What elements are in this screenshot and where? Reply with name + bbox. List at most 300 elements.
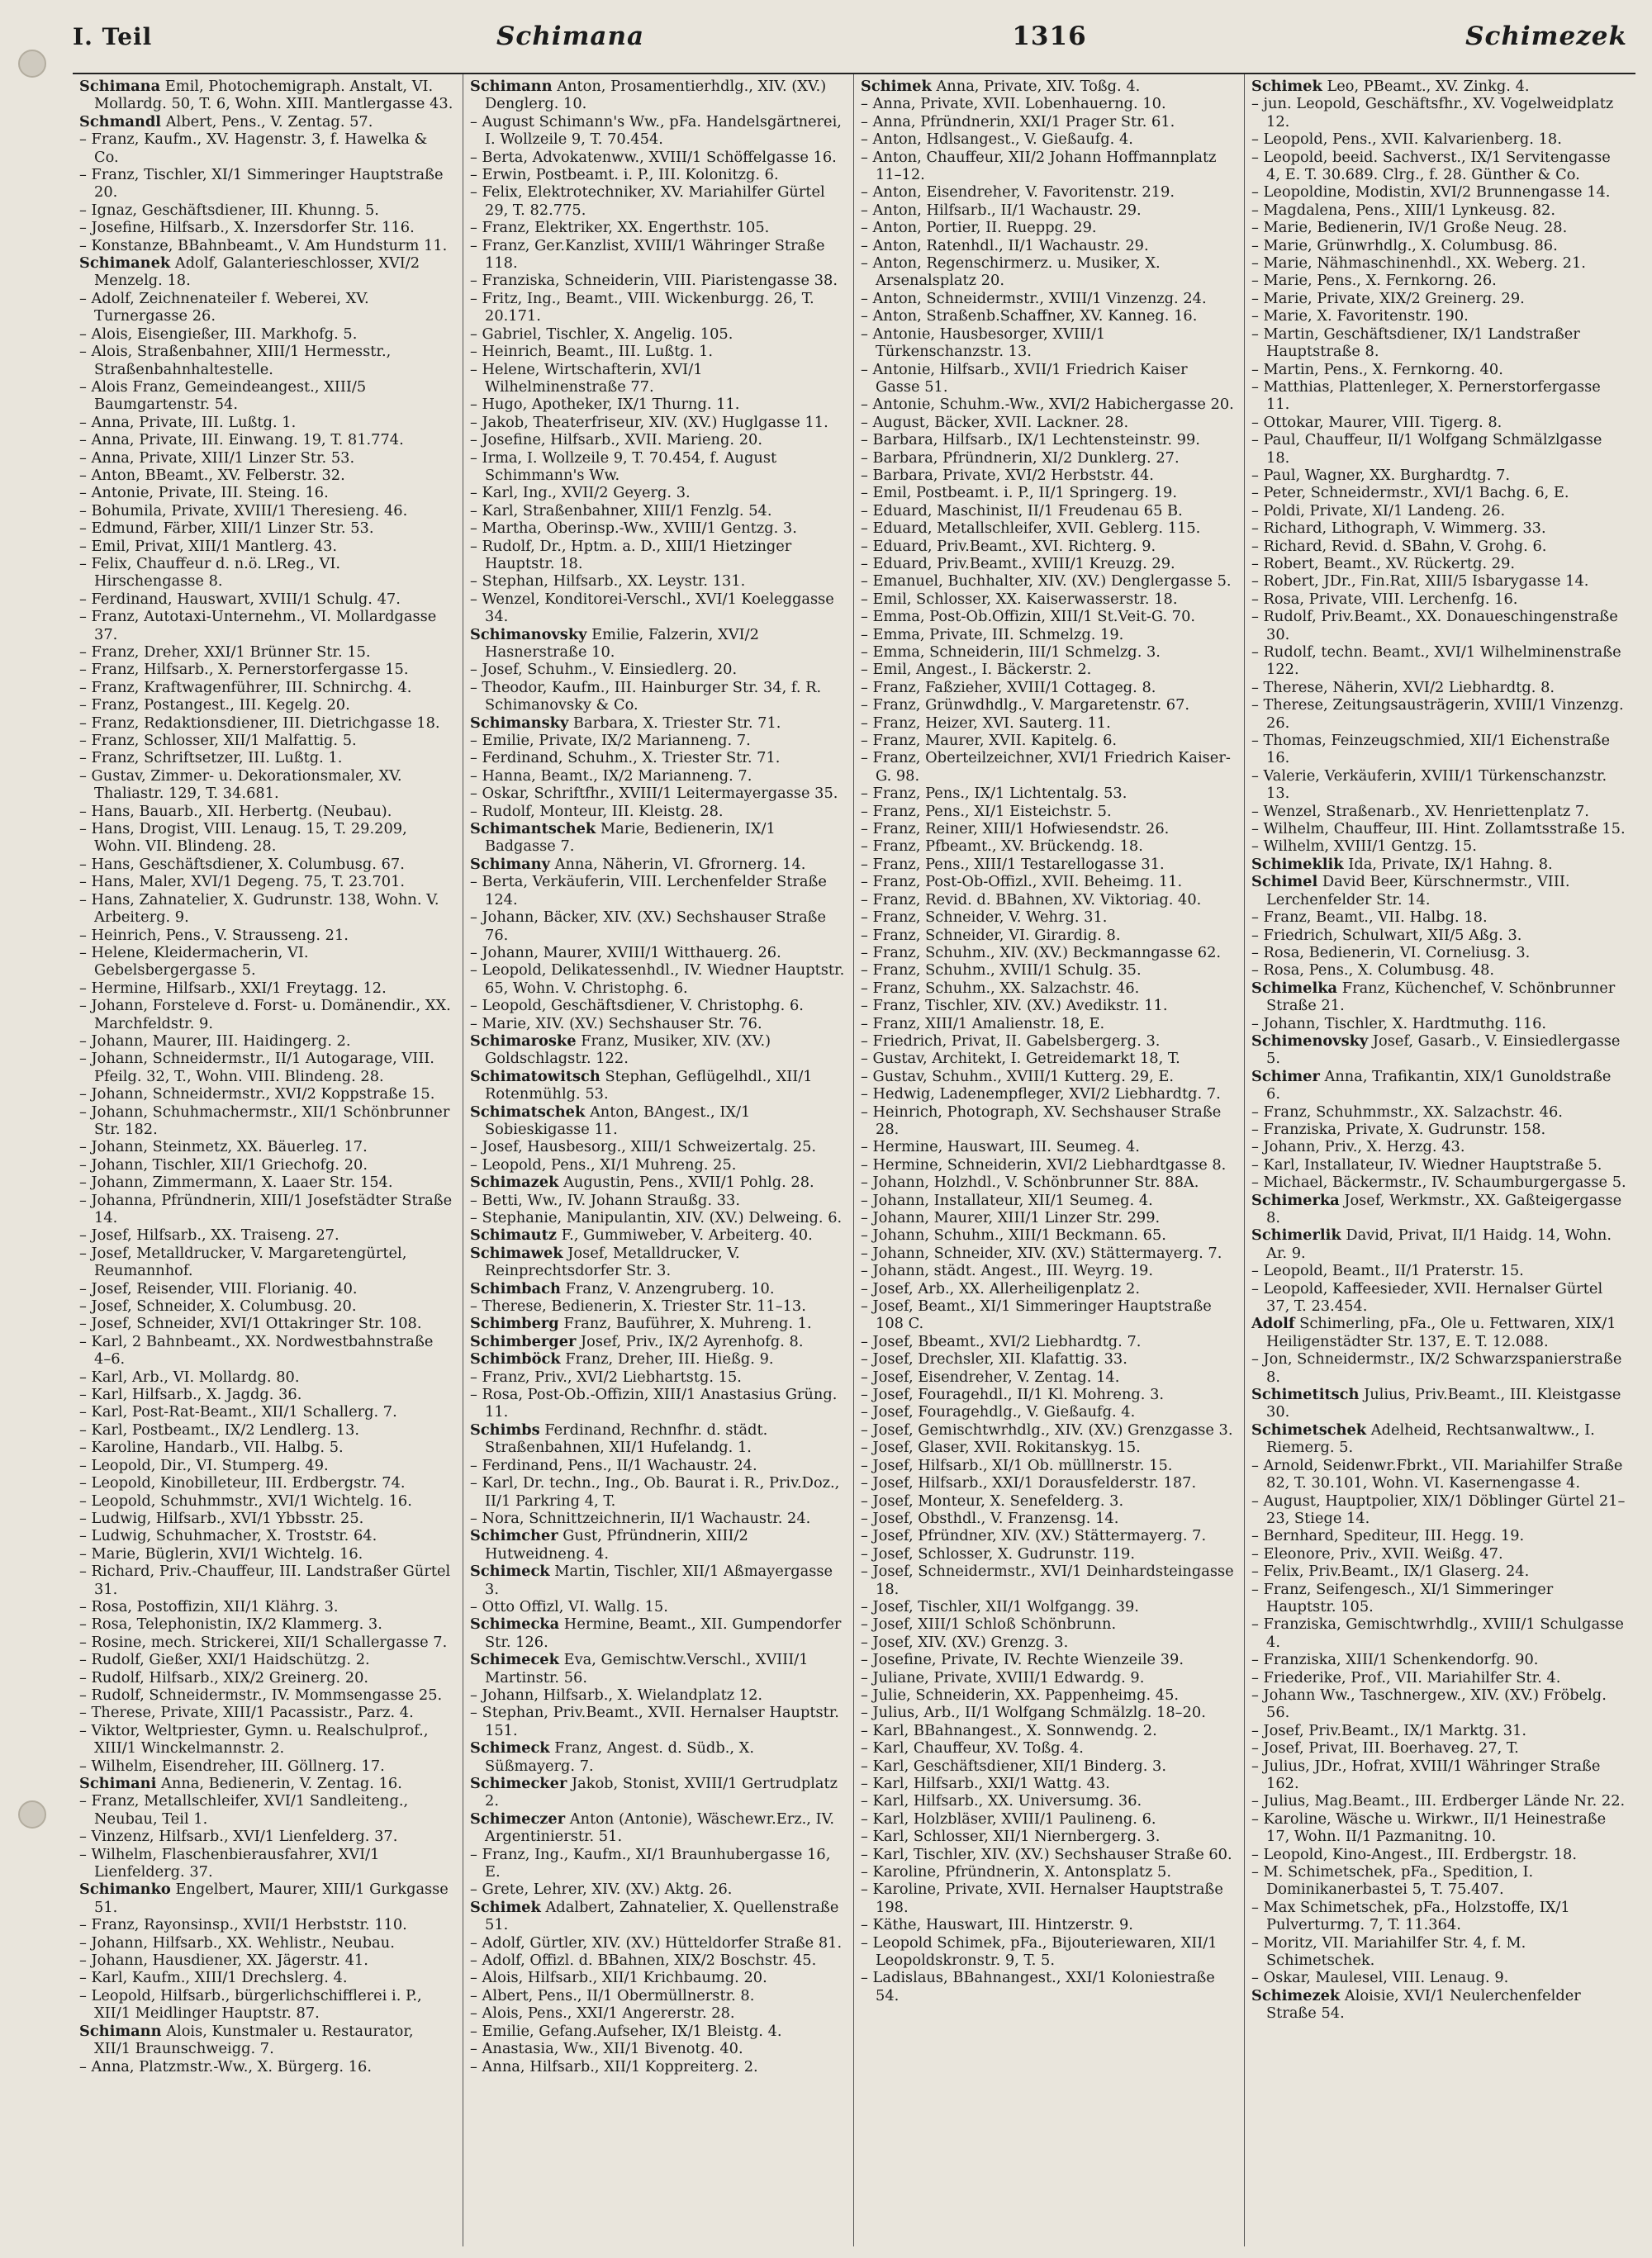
directory-entry: – Franz, XIII/1 Amalienstr. 18, E. bbox=[861, 1014, 1105, 1032]
directory-entry: Schimann Anton, Prosamentierhdlg., XIV. (XV.) Denglerg. 10. bbox=[470, 78, 827, 113]
directory-entry: – Anna, Private, III. Lußtg. 1. bbox=[79, 413, 297, 431]
directory-entry: – Berta, Verkäuferin, VIII. Lerchenfelder Straße 124. bbox=[470, 873, 827, 908]
directory-entry: – Karoline, Private, XVII. Hernalser Hauptstraße 198. bbox=[861, 1881, 1223, 1916]
directory-entry: – Johann, städt. Angest., III. Weyrg. 19. bbox=[861, 1262, 1154, 1280]
directory-entry: – Anna, Hilfsarb., XII/1 Koppreiterg. 2. bbox=[470, 2057, 758, 2075]
directory-entry: – Johann, Tischler, XII/1 Griechofg. 20. bbox=[79, 1155, 368, 1174]
directory-entry: Schimantschek Marie, Bedienerin, IX/1 Badgasse 7. bbox=[470, 820, 776, 856]
directory-entry: Schimetschek Adelheid, Rechtsanwaltww., I. Riemerg. 5. bbox=[1251, 1421, 1595, 1457]
directory-entry: – Franz, Tischler, XI/1 Simmeringer Hauptstraße 20. bbox=[79, 166, 444, 202]
directory-entry: – Wenzel, Straßenarb., XV. Henriettenplatz 7. bbox=[1251, 802, 1589, 820]
directory-entry: – Barbara, Hilfsarb., IX/1 Lechtensteinstr. 99. bbox=[861, 431, 1200, 449]
directory-entry: – Franz, Schuhm., XIV. (XV.) Beckmanngasse 62. bbox=[861, 943, 1222, 961]
directory-entry: – Franz, Hilfsarb., X. Pernerstorfergasse 15. bbox=[79, 661, 409, 679]
binder-hole bbox=[18, 1800, 46, 1829]
directory-entry: – Johann, Schuhm., XIII/1 Beckmann. 65. bbox=[861, 1226, 1166, 1245]
directory-entry: Schmandl Albert, Pens., V. Zentag. 57. bbox=[79, 112, 373, 130]
directory-entry: Schimanovsky Emilie, Falzerin, XVI/2 Hasnerstraße 10. bbox=[470, 625, 759, 661]
directory-entry: – Gustav, Architekt, I. Getreidemarkt 18, T. bbox=[861, 1050, 1180, 1068]
directory-entry: – Gabriel, Tischler, X. Angelig. 105. bbox=[470, 325, 733, 343]
page-header bbox=[73, 21, 1635, 74]
directory-entry: – Julius, JDr., Hofrat, XVIII/1 Währinger Straße 162. bbox=[1251, 1757, 1601, 1792]
directory-entry: – Eduard, Priv.Beamt., XVIII/1 Kreuzg. 29. bbox=[861, 554, 1175, 572]
directory-entry: – Franz, Maurer, XVII. Kapitelg. 6. bbox=[861, 732, 1118, 750]
directory-entry: – Wilhelm, XVIII/1 Gentzg. 15. bbox=[1251, 837, 1477, 856]
directory-entry: – Barbara, Private, XVI/2 Herbststr. 44. bbox=[861, 466, 1154, 484]
directory-entry: – Franz, Rayonsinsp., XVII/1 Herbststr. 110. bbox=[79, 1916, 407, 1934]
directory-entry: – Rosa, Bedienerin, VI. Corneliusg. 3. bbox=[1251, 943, 1531, 961]
running-head-left: Schimana bbox=[496, 21, 645, 51]
directory-entry: – Johann Ww., Taschnergew., XIV. (XV.) Fröbelg. 56. bbox=[1251, 1686, 1607, 1722]
directory-entry: – Rosine, mech. Strickerei, XII/1 Schallergasse 7. bbox=[79, 1633, 448, 1651]
directory-entry: – Karl, Kaufm., XIII/1 Drechslerg. 4. bbox=[79, 1969, 348, 1987]
directory-entry: – Franz, Beamt., VII. Halbg. 18. bbox=[1251, 908, 1488, 927]
directory-entry: Schimcher Gust, Pfründnerin, XIII/2 Hutweidneng. 4. bbox=[470, 1527, 748, 1563]
directory-entry: – Hans, Drogist, VIII. Lenaug. 15, T. 29.209, Wohn. VII. Blindeng. 28. bbox=[79, 820, 407, 856]
directory-entry: – Franz, Ger.Kanzlist, XVIII/1 Währinger Straße 118. bbox=[470, 236, 825, 273]
directory-entry: – Johann, Schneidermstr., II/1 Autogarage, VIII. Pfeilg. 32, T., Wohn. VIII. Blindeng. 28. bbox=[79, 1050, 434, 1085]
directory-entry: – Josef, Reisender, VIII. Florianig. 40. bbox=[79, 1279, 358, 1297]
directory-entry: – Martin, Pens., X. Fernkorng. 40. bbox=[1251, 360, 1503, 378]
directory-entry: – Adolf, Zeichnenateiler f. Weberei, XV. Turnergasse 26. bbox=[79, 289, 369, 325]
directory-entry: – Karl, 2 Bahnbeamt., XX. Nordwestbahnstraße 4–6. bbox=[79, 1332, 434, 1369]
directory-entry: – Jakob, Theaterfriseur, XIV. (XV.) Huglgasse 11. bbox=[470, 413, 828, 431]
directory-entry: – Gustav, Schuhm., XVIII/1 Kutterg. 29, E. bbox=[861, 1067, 1175, 1085]
directory-entry: – Eduard, Metallschleifer, XVII. Geblerg. 115. bbox=[861, 519, 1201, 538]
directory-entry: – Franz, Schlosser, XII/1 Malfattig. 5. bbox=[79, 732, 357, 750]
directory-entry: – Karl, Hilfsarb., XX. Universumg. 36. bbox=[861, 1792, 1142, 1810]
directory-entry: – Johann, Hilfsarb., XX. Wehlistr., Neubau. bbox=[79, 1933, 395, 1952]
directory-entry: – Franz, Priv., XVI/2 Liebhartstg. 15. bbox=[470, 1368, 742, 1386]
directory-entry: – Antonie, Private, III. Steing. 16. bbox=[79, 484, 329, 502]
directory-entry: Schimaroske Franz, Musiker, XIV. (XV.) Goldschlagstr. 122. bbox=[470, 1032, 771, 1068]
directory-entry: – Leopoldine, Modistin, XVI/2 Brunnengasse 14. bbox=[1251, 183, 1611, 202]
directory-entry: – Josef, Bbeamt., XVI/2 Liebhardtg. 7. bbox=[861, 1332, 1142, 1350]
directory-entry: – Karl, Straßenbahner, XIII/1 Fenzlg. 54. bbox=[470, 501, 772, 519]
directory-entry: – Marie, Private, XIX/2 Greinerg. 29. bbox=[1251, 289, 1525, 307]
directory-entry: – Anastasia, Ww., XII/1 Bivenotg. 40. bbox=[470, 2040, 743, 2058]
directory-entry: – Rosa, Pens., X. Columbusg. 48. bbox=[1251, 961, 1495, 980]
directory-entry: – Leopold, Pens., XVII. Kalvarienberg. 18. bbox=[1251, 130, 1562, 149]
directory-entry: – Michael, Bäckermstr., IV. Schaumburgergasse 5. bbox=[1251, 1174, 1626, 1192]
directory-entry: – Karoline, Pfründnerin, X. Antonsplatz 5. bbox=[861, 1863, 1172, 1881]
directory-entry: – Alois, Hilfsarb., XII/1 Krichbaumg. 20. bbox=[470, 1969, 767, 1987]
directory-entry: – Anton, Portier, II. Rueppg. 29. bbox=[861, 219, 1097, 237]
directory-entry: – Josef, Drechsler, XII. Klafattig. 33. bbox=[861, 1350, 1127, 1369]
directory-entry: – Josef, Schlosser, X. Gudrunstr. 119. bbox=[861, 1544, 1135, 1563]
directory-entry: – Rosa, Postoffizin, XII/1 Klährg. 3. bbox=[79, 1597, 339, 1615]
directory-entry: – Grete, Lehrer, XIV. (XV.) Aktg. 26. bbox=[470, 1881, 733, 1899]
directory-entry: – Franz, Tischler, XIV. (XV.) Avedikstr. 11. bbox=[861, 997, 1168, 1015]
directory-entry: – Irma, I. Wollzeile 9, T. 70.454, f. August Schimmann's Ww. bbox=[470, 448, 777, 484]
directory-entry: Schimek Leo, PBeamt., XV. Zinkg. 4. bbox=[1251, 78, 1530, 95]
directory-entry: – Emma, Schneiderin, III/1 Schmelzg. 3. bbox=[861, 643, 1161, 661]
directory-entry: – Emilie, Gefang.Aufseher, IX/1 Bleistg. 4. bbox=[470, 2022, 782, 2040]
directory-entry: – Friedrich, Privat, II. Gabelsbergerg. 3. bbox=[861, 1032, 1161, 1050]
directory-entry: – Franz, Schriftsetzer, III. Lußtg. 1. bbox=[79, 749, 343, 767]
directory-entry: – Adolf, Offizl. d. BBahnen, XIX/2 Boschstr. 45. bbox=[470, 1952, 817, 1970]
directory-entry: – Wilhelm, Eisendreher, III. Göllnerg. 17. bbox=[79, 1757, 385, 1775]
directory-entry: – Martin, Geschäftsdiener, IX/1 Landstraßer Hauptstraße 8. bbox=[1251, 325, 1580, 361]
directory-entry: – Leopold, Hilfsarb., bürgerlichschifflerei i. P., XII/1 Meidlinger Hauptstr. 87. bbox=[79, 1986, 422, 2023]
directory-entry: – Alois, Pens., XXI/1 Angererstr. 28. bbox=[470, 2004, 735, 2023]
directory-entry: Schimbs Ferdinand, Rechnfhr. d. städt. Straßenbahnen, XII/1 Hufelandg. 1. bbox=[470, 1421, 768, 1457]
directory-entry: – Matthias, Plattenleger, X. Pernerstorfergasse 11. bbox=[1251, 377, 1601, 414]
directory-columns bbox=[73, 74, 1635, 2246]
directory-entry: – Karl, Postbeamt., IX/2 Lendlerg. 13. bbox=[79, 1421, 360, 1439]
directory-entry: – Wilhelm, Flaschenbierausfahrer, XVI/1 Lienfelderg. 37. bbox=[79, 1845, 380, 1881]
directory-entry: – Stephan, Priv.Beamt., XVII. Hernalser Hauptstr. 151. bbox=[470, 1704, 839, 1739]
directory-entry: – Heinrich, Photograph, XV. Sechshauser Straße 28. bbox=[861, 1103, 1222, 1138]
directory-entry: – Heinrich, Beamt., III. Lußtg. 1. bbox=[470, 343, 714, 361]
directory-entry: – Thomas, Feinzeugschmied, XII/1 Eichenstraße 16. bbox=[1251, 732, 1610, 767]
directory-entry: – August, Hauptpolier, XIX/1 Döblinger Gürtel 21–23, Stiege 14. bbox=[1251, 1492, 1626, 1527]
directory-entry: – Josef, Monteur, X. Senefelderg. 3. bbox=[861, 1492, 1124, 1510]
directory-entry: – Stephan, Hilfsarb., XX. Leystr. 131. bbox=[470, 572, 746, 591]
directory-entry: – Karl, Chauffeur, XV. Toßg. 4. bbox=[861, 1739, 1084, 1758]
directory-entry: – Hans, Maler, XVI/1 Degeng. 75, T. 23.701. bbox=[79, 873, 406, 891]
directory-entry: Schimeczer Anton (Antonie), Wäschewr.Erz., IV. Argentinierstr. 51. bbox=[470, 1810, 834, 1846]
directory-entry: – Anna, Private, XVII. Lobenhauerng. 10. bbox=[861, 95, 1166, 113]
directory-entry: – Josef, Beamt., XI/1 Simmeringer Hauptstraße 108 C. bbox=[861, 1297, 1212, 1333]
directory-entry: Schimautz F., Gummiweber, V. Arbeiterg. 40. bbox=[470, 1226, 813, 1245]
directory-entry: – Josef, Fouragehdlg., V. Gießaufg. 4. bbox=[861, 1403, 1136, 1421]
directory-entry: – Franz, Heizer, XVI. Sauterg. 11. bbox=[861, 714, 1111, 732]
directory-entry: – Josefine, Hilfsarb., X. Inzersdorfer Str. 116. bbox=[79, 219, 415, 237]
directory-entry: – Emilie, Private, IX/2 Marianneng. 7. bbox=[470, 732, 751, 750]
directory-entry: – Alois Franz, Gemeindeangest., XIII/5 Baumgartenstr. 54. bbox=[79, 377, 367, 414]
directory-entry: – Karl, Holzbläser, XVIII/1 Paulineng. 6. bbox=[861, 1810, 1156, 1828]
directory-entry: – Oskar, Schriftfhr., XVIII/1 Leitermayergasse 35. bbox=[470, 785, 838, 803]
directory-entry: – Johann, Forsteleve d. Forst- u. Domänendir., XX. Marchfeldstr. 9. bbox=[79, 997, 451, 1032]
directory-entry: – Josef, Schneider, X. Columbusg. 20. bbox=[79, 1297, 357, 1316]
directory-entry: – Marie, X. Favoritenstr. 190. bbox=[1251, 307, 1469, 325]
directory-entry: – Franz, Pens., XI/1 Eisteichstr. 5. bbox=[861, 802, 1112, 820]
directory-entry: Schimelka Franz, Küchenchef, V. Schönbrunner Straße 21. bbox=[1251, 979, 1616, 1015]
directory-entry: – Emil, Angest., I. Bäckerstr. 2. bbox=[861, 661, 1092, 679]
directory-entry: – Marie, Bedienerin, IV/1 Große Neug. 28. bbox=[1251, 219, 1568, 237]
directory-entry: – Franz, Postangest., III. Kegelg. 20. bbox=[79, 696, 350, 714]
directory-entry: Schimecek Eva, Gemischtw.Verschl., XVIII/1 Martinstr. 56. bbox=[470, 1651, 809, 1686]
directory-entry: Schimeck Martin, Tischler, XII/1 Aßmayergasse 3. bbox=[470, 1563, 833, 1598]
directory-entry: – Leopold, Kaffeesieder, XVII. Hernalser Gürtel 37, T. 23.454. bbox=[1251, 1279, 1603, 1316]
directory-entry: – Therese, Näherin, XVI/2 Liebhardtg. 8. bbox=[1251, 678, 1555, 696]
directory-entry: – Leopold, Beamt., II/1 Praterstr. 15. bbox=[1251, 1262, 1524, 1280]
directory-entry: Schimana Emil, Photochemigraph. Anstalt, VI. Mollardg. 50, T. 6, Wohn. XIII. Mantlergasse 43. bbox=[79, 78, 453, 113]
directory-entry: – Emil, Schlosser, XX. Kaiserwasserstr. 18. bbox=[861, 590, 1178, 608]
directory-entry: – Johann, Schneider, XIV. (XV.) Stättermayerg. 7. bbox=[861, 1244, 1222, 1262]
directory-entry: – Franz, Reiner, XIII/1 Hofwiesendstr. 26. bbox=[861, 820, 1170, 838]
directory-entry: – Karl, Geschäftsdiener, XII/1 Binderg. 3. bbox=[861, 1757, 1166, 1775]
directory-entry: – Anton, Ratenhdl., II/1 Wachaustr. 29. bbox=[861, 236, 1149, 254]
directory-entry: – Wilhelm, Chauffeur, III. Hint. Zollamtsstraße 15. bbox=[1251, 820, 1626, 838]
directory-entry: – Barbara, Pfründnerin, XI/2 Dunklerg. 27. bbox=[861, 448, 1180, 467]
directory-entry: – Ferdinand, Schuhm., X. Triester Str. 71. bbox=[470, 749, 781, 767]
directory-entry: – Josef, XIII/1 Schloß Schönbrunn. bbox=[861, 1615, 1117, 1634]
directory-entry: – Josef, Pfründner, XIV. (XV.) Stättermayerg. 7. bbox=[861, 1527, 1207, 1545]
directory-entry: – Josef, Glaser, XVII. Rokitanskyg. 15. bbox=[861, 1439, 1141, 1457]
directory-entry: – Moritz, VII. Mariahilfer Str. 4, f. M. Schimetschek. bbox=[1251, 1933, 1526, 1970]
directory-entry: – Martha, Oberinsp.-Ww., XVIII/1 Gentzg. 3. bbox=[470, 519, 797, 538]
directory-entry: – Franziska, XIII/1 Schenkendorfg. 90. bbox=[1251, 1651, 1539, 1669]
directory-entry: – Valerie, Verkäuferin, XVIII/1 Türkenschanzstr. 13. bbox=[1251, 766, 1607, 803]
directory-entry: – Hugo, Apotheker, IX/1 Thurng. 11. bbox=[470, 396, 740, 414]
directory-entry: Schimek Adalbert, Zahnatelier, X. Quellenstraße 51. bbox=[470, 1898, 839, 1934]
directory-entry: – Julius, Mag.Beamt., III. Erdberger Lände Nr. 22. bbox=[1251, 1792, 1626, 1810]
directory-entry: – Josef, Schneider, XVI/1 Ottakringer Str. 108. bbox=[79, 1315, 422, 1333]
directory-entry: – Karl, BBahnangest., X. Sonnwendg. 2. bbox=[861, 1721, 1157, 1739]
directory-entry: – Paul, Wagner, XX. Burghardtg. 7. bbox=[1251, 466, 1511, 484]
directory-entry: Schimberg Franz, Bauführer, X. Muhreng. 1. bbox=[470, 1315, 812, 1333]
directory-entry: – Bohumila, Private, XVIII/1 Theresieng. 46. bbox=[79, 501, 408, 519]
directory-entry: – Felix, Chauffeur d. n.ö. LReg., VI. Hirschengasse 8. bbox=[79, 554, 341, 591]
directory-entry: – Karl, Schlosser, XII/1 Niernbergerg. 3. bbox=[861, 1828, 1161, 1846]
directory-entry: – Ignaz, Geschäftsdiener, III. Khunng. 5. bbox=[79, 201, 379, 219]
directory-entry: – Franziska, Gemischtwrhdlg., XVIII/1 Schulgasse 4. bbox=[1251, 1615, 1624, 1651]
directory-entry: – Alois, Straßenbahner, XIII/1 Hermesstr., Straßenbahnhaltestelle. bbox=[79, 343, 392, 378]
directory-entry: – Josef, Priv.Beamt., IX/1 Marktg. 31. bbox=[1251, 1721, 1526, 1739]
running-head-right: Schimezek bbox=[1465, 21, 1627, 51]
directory-entry: – Franz, Autotaxi-Unternehm., VI. Mollardgasse 37. bbox=[79, 608, 437, 643]
directory-entry: – Johann, Schuhmachermstr., XII/1 Schönbrunner Str. 182. bbox=[79, 1103, 450, 1138]
directory-entry: Schimanek Adolf, Galanterieschlosser, XVI/2 Menzelg. 18. bbox=[79, 254, 420, 290]
directory-entry: – Hedwig, Ladenempfleger, XVI/2 Liebhardtg. 7. bbox=[861, 1085, 1221, 1103]
directory-entry: – Johann, Maurer, XVIII/1 Witthauerg. 26. bbox=[470, 943, 781, 961]
directory-entry: – Felix, Elektrotechniker, XV. Mariahilfer Gürtel 29, T. 82.775. bbox=[470, 183, 825, 219]
directory-entry: – Ludwig, Hilfsarb., XVI/1 Ybbsstr. 25. bbox=[79, 1509, 364, 1527]
directory-entry: – August Schimann's Ww., pFa. Handelsgärtnerei, I. Wollzeile 9, T. 70.454. bbox=[470, 112, 842, 149]
directory-entry: Schimböck Franz, Dreher, III. Hießg. 9. bbox=[470, 1350, 774, 1369]
directory-entry: – Rudolf, Monteur, III. Kleistg. 28. bbox=[470, 802, 724, 820]
directory-entry: – Viktor, Weltpriester, Gymn. u. Realschulprof., XIII/1 Winckelmannstr. 2. bbox=[79, 1721, 429, 1758]
directory-entry: – Poldi, Private, XI/1 Landeng. 26. bbox=[1251, 501, 1506, 519]
directory-entry: – Franz, Faßzieher, XVIII/1 Cottageg. 8. bbox=[861, 678, 1156, 696]
directory-entry: – Franziska, Schneiderin, VIII. Piaristengasse 38. bbox=[470, 272, 838, 290]
directory-entry: – Ottokar, Maurer, VIII. Tigerg. 8. bbox=[1251, 413, 1502, 431]
directory-entry: – Karl, Hilfsarb., X. Jagdg. 36. bbox=[79, 1386, 302, 1404]
directory-entry: – Felix, Priv.Beamt., IX/1 Glaserg. 24. bbox=[1251, 1563, 1530, 1581]
directory-entry: – Johann, Hilfsarb., X. Wielandplatz 12. bbox=[470, 1686, 763, 1704]
directory-entry: – Anna, Pfründnerin, XXI/1 Prager Str. 61. bbox=[861, 112, 1175, 130]
directory-entry: – Paul, Chauffeur, II/1 Wolfgang Schmälzlgasse 18. bbox=[1251, 431, 1602, 467]
binder-hole bbox=[18, 50, 46, 78]
directory-entry: – Erwin, Postbeamt. i. P., III. Kolonitzg. 6. bbox=[470, 166, 779, 184]
directory-entry: – Arnold, Seidenwr.Fbrkt., VII. Mariahilfer Straße 82, T. 30.101, Wohn. VI. Kasernengasse 4. bbox=[1251, 1456, 1623, 1492]
directory-entry: – Jon, Schneidermstr., IX/2 Schwarzspanierstraße 8. bbox=[1251, 1350, 1622, 1386]
directory-entry: – Johann, Steinmetz, XX. Bäuerleg. 17. bbox=[79, 1138, 368, 1156]
directory-entry: – Theodor, Kaufm., III. Hainburger Str. 34, f. R. Schimanovsky & Co. bbox=[470, 678, 822, 714]
directory-entry: – Franz, Elektriker, XX. Engerthstr. 105. bbox=[470, 219, 770, 237]
directory-entry: Schimani Anna, Bedienerin, V. Zentag. 16. bbox=[79, 1775, 402, 1792]
directory-entry: – Anna, Platzmstr.-Ww., X. Bürgerg. 16. bbox=[79, 2057, 373, 2075]
directory-entry: – Anton, Schneidermstr., XVIII/1 Vinzenzg. 24. bbox=[861, 289, 1207, 307]
column-2 bbox=[463, 74, 854, 2246]
directory-entry: – Max Schimetschek, pFa., Holzstoffe, IX/1 Pulverturmg. 7, T. 11.364. bbox=[1251, 1898, 1570, 1934]
directory-entry: – Helene, Wirtschafterin, XVI/1 Wilhelminenstraße 77. bbox=[470, 360, 703, 396]
directory-entry: – Hermine, Hilfsarb., XXI/1 Freytagg. 12. bbox=[79, 979, 387, 997]
directory-entry: – Hans, Geschäftsdiener, X. Columbusg. 67. bbox=[79, 855, 405, 873]
directory-entry: – Antonie, Schuhm.-Ww., XVI/2 Habichergasse 20. bbox=[861, 396, 1234, 414]
directory-entry: – Johann, Zimmermann, X. Laaer Str. 154. bbox=[79, 1174, 393, 1192]
directory-entry: – Josef, Hilfsarb., XXI/1 Dorausfelderstr. 187. bbox=[861, 1474, 1197, 1492]
directory-entry: – Eleonore, Priv., XVII. Weißg. 47. bbox=[1251, 1544, 1503, 1563]
directory-entry: – Josefine, Hilfsarb., XVII. Marieng. 20. bbox=[470, 431, 762, 449]
directory-entry: – Stephanie, Manipulantin, XIV. (XV.) Delweing. 6. bbox=[470, 1209, 843, 1226]
directory-entry: – Franz, Schuhmmstr., XX. Salzachstr. 46. bbox=[1251, 1103, 1563, 1121]
directory-entry: – Johann, Holzhdl., V. Schönbrunner Str. 88A. bbox=[861, 1174, 1199, 1192]
directory-entry: – Karl, Dr. techn., Ing., Ob. Baurat i. R., Priv.Doz., II/1 Parkring 4, T. bbox=[470, 1474, 840, 1510]
directory-entry: – Leopold, beeid. Sachverst., IX/1 Servitengasse 4, E. T. 30.689. Clrg., f. 28. Günther & Co. bbox=[1251, 148, 1611, 184]
directory-entry: Schimanko Engelbert, Maurer, XIII/1 Gurkgasse 51. bbox=[79, 1881, 449, 1916]
directory-entry: – Karl, Hilfsarb., XXI/1 Wattg. 43. bbox=[861, 1775, 1110, 1792]
directory-entry: – Magdalena, Pens., XIII/1 Lynkeusg. 82. bbox=[1251, 201, 1556, 219]
directory-entry: Schimel David Beer, Kürschnermstr., VIII. Lerchenfelder Str. 14. bbox=[1251, 873, 1570, 908]
directory-entry: – Richard, Lithograph, V. Wimmerg. 33. bbox=[1251, 519, 1546, 538]
directory-entry: Schimberger Josef, Priv., IX/2 Ayrenhofg. 8. bbox=[470, 1332, 804, 1350]
directory-entry: – Johann, Maurer, III. Haidingerg. 2. bbox=[79, 1032, 351, 1050]
directory-entry: – M. Schimetschek, pFa., Spedition, I. Dominikanerbastei 5, T. 75.407. bbox=[1251, 1863, 1534, 1899]
directory-entry: – Karl, Post-Rat-Beamt., XII/1 Schallerg. 7. bbox=[79, 1403, 397, 1421]
directory-entry: – Leopold, Kino-Angest., III. Erdbergstr. 18. bbox=[1251, 1845, 1578, 1863]
directory-entry: – Julius, Arb., II/1 Wolfgang Schmälzlg. 18–20. bbox=[861, 1704, 1206, 1722]
directory-entry: – Marie, Grünwrhdlg., X. Columbusg. 86. bbox=[1251, 236, 1558, 254]
directory-entry: – Josef, Hilfsarb., XX. Traiseng. 27. bbox=[79, 1226, 339, 1245]
directory-entry: – Rudolf, Schneidermstr., IV. Mommsengasse 25. bbox=[79, 1686, 443, 1704]
directory-entry: – Franz, Seifengesch., XI/1 Simmeringer Hauptstr. 105. bbox=[1251, 1580, 1554, 1615]
directory-entry: – Hans, Bauarb., XII. Herbertg. (Neubau). bbox=[79, 802, 392, 820]
directory-entry: – Anton, Hilfsarb., II/1 Wachaustr. 29. bbox=[861, 201, 1142, 219]
directory-entry: – Anton, Regenschirmerz. u. Musiker, X. Arsenalsplatz 20. bbox=[861, 254, 1161, 290]
directory-entry: – Peter, Schneidermstr., XVI/1 Bachg. 6, E. bbox=[1251, 484, 1569, 502]
directory-entry: – Rudolf, Priv.Beamt., XX. Donaueschingenstraße 30. bbox=[1251, 608, 1618, 643]
directory-entry: – Friederike, Prof., VII. Mariahilfer Str. 4. bbox=[1251, 1668, 1561, 1686]
directory-entry: – Rudolf, techn. Beamt., XVI/1 Wilhelminenstraße 122. bbox=[1251, 643, 1621, 679]
directory-entry: – Emma, Private, III. Schmelzg. 19. bbox=[861, 625, 1124, 643]
directory-entry: – Franz, Kaufm., XV. Hagenstr. 3, f. Hawelka & Co. bbox=[79, 130, 428, 166]
directory-entry: – Josef, Arb., XX. Allerheiligenplatz 2. bbox=[861, 1279, 1141, 1297]
directory-entry: – Leopold, Pens., XI/1 Muhreng. 25. bbox=[470, 1155, 737, 1174]
directory-entry: – Franz, Pfbeamt., XV. Brückendg. 18. bbox=[861, 837, 1143, 856]
directory-entry: – Antonie, Hausbesorger, XVIII/1 Türkenschanzstr. 13. bbox=[861, 325, 1106, 361]
directory-entry: Schimansky Barbara, X. Triester Str. 71. bbox=[470, 714, 781, 732]
directory-entry: – Hermine, Hauswart, III. Seumeg. 4. bbox=[861, 1138, 1140, 1156]
directory-entry: – Josef, Tischler, XII/1 Wolfgangg. 39. bbox=[861, 1597, 1139, 1615]
directory-entry: Schimann Alois, Kunstmaler u. Restaurator, XII/1 Braunschweigg. 7. bbox=[79, 2022, 414, 2058]
directory-entry: Schimecka Hermine, Beamt., XII. Gumpendorfer Str. 126. bbox=[470, 1615, 842, 1651]
directory-entry: – Karoline, Wäsche u. Wirkwr., II/1 Heinestraße 17, Wohn. II/1 Pazmanitng. 10. bbox=[1251, 1810, 1607, 1846]
column-1 bbox=[73, 74, 463, 2246]
directory-entry: Schimenovsky Josef, Gasarb., V. Einsiedlergasse 5. bbox=[1251, 1032, 1621, 1068]
directory-entry: – Johann, Installateur, XII/1 Seumeg. 4. bbox=[861, 1191, 1153, 1209]
directory-entry: – Marie, Büglerin, XVI/1 Wichtelg. 16. bbox=[79, 1544, 363, 1563]
directory-entry: – Ferdinand, Pens., II/1 Wachaustr. 24. bbox=[470, 1456, 757, 1474]
directory-entry: – Josef, Obsthdl., V. Franzensg. 14. bbox=[861, 1509, 1119, 1527]
directory-entry: Schimerka Josef, Werkmstr., XX. Gaßteigergasse 8. bbox=[1251, 1191, 1622, 1226]
directory-entry: – Robert, Beamt., XV. Rückertg. 29. bbox=[1251, 554, 1516, 572]
directory-entry: – Ferdinand, Hauswart, XVIII/1 Schulg. 47. bbox=[79, 590, 401, 608]
directory-entry: – Fritz, Ing., Beamt., VIII. Wickenburgg. 26, T. 20.171. bbox=[470, 289, 814, 325]
directory-entry: – Käthe, Hauswart, III. Hintzerstr. 9. bbox=[861, 1916, 1133, 1934]
directory-entry: – Franz, Pens., XIII/1 Testarellogasse 31. bbox=[861, 855, 1165, 873]
directory-entry: – Leopold, Dir., VI. Stumperg. 49. bbox=[79, 1456, 329, 1474]
directory-entry: – Leopold, Delikatessenhdl., IV. Wiedner Hauptstr. 65, Wohn. V. Christophg. 6. bbox=[470, 961, 845, 997]
directory-entry: – Bernhard, Spediteur, III. Hegg. 19. bbox=[1251, 1527, 1525, 1545]
directory-entry: – Franz, Kraftwagenführer, III. Schnirchg. 4. bbox=[79, 678, 412, 696]
directory-entry: – Johann, Hausdiener, XX. Jägerstr. 41. bbox=[79, 1952, 368, 1970]
directory-entry: – Franz, Schuhm., XX. Salzachstr. 46. bbox=[861, 979, 1140, 997]
directory-entry: – Wenzel, Konditorei-Verschl., XVI/1 Koeleggasse 34. bbox=[470, 590, 834, 626]
directory-entry: – Emanuel, Buchhalter, XIV. (XV.) Denglergasse 5. bbox=[861, 572, 1232, 591]
directory-entry: – Josef, Gemischtwrhdlg., XIV. (XV.) Grenzgasse 3. bbox=[861, 1421, 1233, 1439]
column-3 bbox=[854, 74, 1245, 2246]
directory-entry: – Franz, Schuhm., XVIII/1 Schulg. 35. bbox=[861, 961, 1142, 980]
directory-entry: – Leopold, Kinobilleteur, III. Erdbergstr. 74. bbox=[79, 1474, 406, 1492]
directory-entry: Schimatowitsch Stephan, Geflügelhdl., XII/1 Rotenmühlg. 53. bbox=[470, 1067, 813, 1103]
directory-entry: – Juliane, Private, XVIII/1 Edwardg. 9. bbox=[861, 1668, 1145, 1686]
page-number: 1316 bbox=[1012, 21, 1087, 51]
directory-entry: – Therese, Private, XIII/1 Pacassistr., Parz. 4. bbox=[79, 1704, 414, 1722]
directory-entry: – Franz, Grünwdhdlg., V. Margaretenstr. 67. bbox=[861, 696, 1190, 714]
directory-entry: – Emil, Privat, XIII/1 Mantlerg. 43. bbox=[79, 537, 338, 555]
directory-entry: Schimezek Aloisie, XVI/1 Neulerchenfelder Straße 54. bbox=[1251, 1986, 1581, 2023]
directory-entry: – Anna, Private, III. Einwang. 19, T. 81.774. bbox=[79, 431, 404, 449]
directory-entry: – Leopold Schimek, pFa., Bijouteriewaren, XII/1 Leopoldskronstr. 9, T. 5. bbox=[861, 1933, 1218, 1970]
directory-entry: – Rudolf, Gießer, XXI/1 Haidschützg. 2. bbox=[79, 1651, 370, 1669]
directory-entry: Schimecker Jakob, Stonist, XVIII/1 Gertrudplatz 2. bbox=[470, 1775, 838, 1810]
directory-entry: Schimbach Franz, V. Anzengruberg. 10. bbox=[470, 1279, 775, 1297]
directory-entry: – Johann, Maurer, XIII/1 Linzer Str. 299. bbox=[861, 1209, 1161, 1226]
directory-entry: Schimany Anna, Näherin, VI. Gfrornerg. 14. bbox=[470, 855, 806, 873]
directory-entry: – Berta, Advokatenww., XVIII/1 Schöffelgasse 16. bbox=[470, 148, 837, 166]
directory-entry: – Anton, Chauffeur, XII/2 Johann Hoffmannplatz 11–12. bbox=[861, 148, 1217, 184]
directory-entry: – Eduard, Priv.Beamt., XVI. Richterg. 9. bbox=[861, 537, 1156, 555]
directory-entry: – Franz, Oberteilzeichner, XVI/1 Friedrich Kaiser-G. 98. bbox=[861, 749, 1231, 785]
directory-entry: – Josef, Fouragehdl., II/1 Kl. Mohreng. 3. bbox=[861, 1386, 1165, 1404]
directory-entry: – Albert, Pens., II/1 Obermüllnerstr. 8. bbox=[470, 1986, 755, 2004]
directory-entry: – Josef, Hilfsarb., XI/1 Ob. mülllnerstr. 15. bbox=[861, 1456, 1173, 1474]
directory-entry: – Rosa, Private, VIII. Lerchenfg. 16. bbox=[1251, 590, 1518, 608]
directory-entry: Schimer Anna, Trafikantin, XIX/1 Gunoldstraße 6. bbox=[1251, 1067, 1612, 1103]
directory-entry: – Gustav, Zimmer- u. Dekorationsmaler, XV. Thaliastr. 129, T. 34.681. bbox=[79, 766, 402, 803]
directory-entry: – Anna, Private, XIII/1 Linzer Str. 53. bbox=[79, 448, 355, 467]
directory-entry: – Robert, JDr., Fin.Rat, XIII/5 Isbarygasse 14. bbox=[1251, 572, 1589, 591]
directory-entry: – Josef, Privat, III. Boerhaveg. 27, T. bbox=[1251, 1739, 1519, 1758]
directory-entry: – Richard, Priv.-Chauffeur, III. Landstraßer Gürtel 31. bbox=[79, 1563, 451, 1598]
directory-entry: – Hermine, Schneiderin, XVI/2 Liebhardtgasse 8. bbox=[861, 1155, 1227, 1174]
directory-entry: – Anton, Straßenb.Schaffner, XV. Kanneg. 16. bbox=[861, 307, 1198, 325]
directory-entry: – Heinrich, Pens., V. Strausseng. 21. bbox=[79, 926, 349, 944]
directory-entry: – Otto Offizl, VI. Wallg. 15. bbox=[470, 1597, 668, 1615]
directory-entry: – Franz, Ing., Kaufm., XI/1 Braunhubergasse 16, E. bbox=[470, 1845, 831, 1881]
directory-entry: – Josef, XIV. (XV.) Grenzg. 3. bbox=[861, 1633, 1069, 1651]
directory-entry: – Adolf, Gürtler, XIV. (XV.) Hütteldorfer Straße 81. bbox=[470, 1933, 843, 1952]
directory-entry: – Josef, Eisendreher, V. Zentag. 14. bbox=[861, 1368, 1120, 1386]
directory-entry: Schimeck Franz, Angest. d. Südb., X. Süßmayerg. 7. bbox=[470, 1739, 754, 1775]
directory-entry: Schimek Anna, Private, XIV. Toßg. 4. bbox=[861, 78, 1141, 95]
directory-entry: Schimazek Augustin, Pens., XVII/1 Pohlg. 28. bbox=[470, 1174, 814, 1192]
directory-entry: – Konstanze, BBahnbeamt., V. Am Hundsturm 11. bbox=[79, 236, 448, 254]
directory-entry: Schimerlik David, Privat, II/1 Haidg. 14, Wohn. Ar. 9. bbox=[1251, 1226, 1612, 1262]
directory-entry: – Leopold, Schuhmmstr., XVI/1 Wichtelg. 16. bbox=[79, 1492, 412, 1510]
directory-entry: – Franz, Post-Ob-Offizl., XVII. Beheimg. 11. bbox=[861, 873, 1183, 891]
directory-entry: – Karoline, Handarb., VII. Halbg. 5. bbox=[79, 1439, 344, 1457]
directory-entry: – Marie, Nähmaschinenhdl., XX. Weberg. 21. bbox=[1251, 254, 1586, 273]
directory-entry: – Franziska, Private, X. Gudrunstr. 158. bbox=[1251, 1120, 1546, 1138]
directory-entry: – Johann, Bäcker, XIV. (XV.) Sechshauser Straße 76. bbox=[470, 908, 827, 944]
directory-entry: – Marie, Pens., X. Fernkorng. 26. bbox=[1251, 272, 1497, 290]
directory-entry: – Leopold, Geschäftsdiener, V. Christophg. 6. bbox=[470, 997, 804, 1015]
directory-entry: – Edmund, Färber, XIII/1 Linzer Str. 53. bbox=[79, 519, 374, 538]
